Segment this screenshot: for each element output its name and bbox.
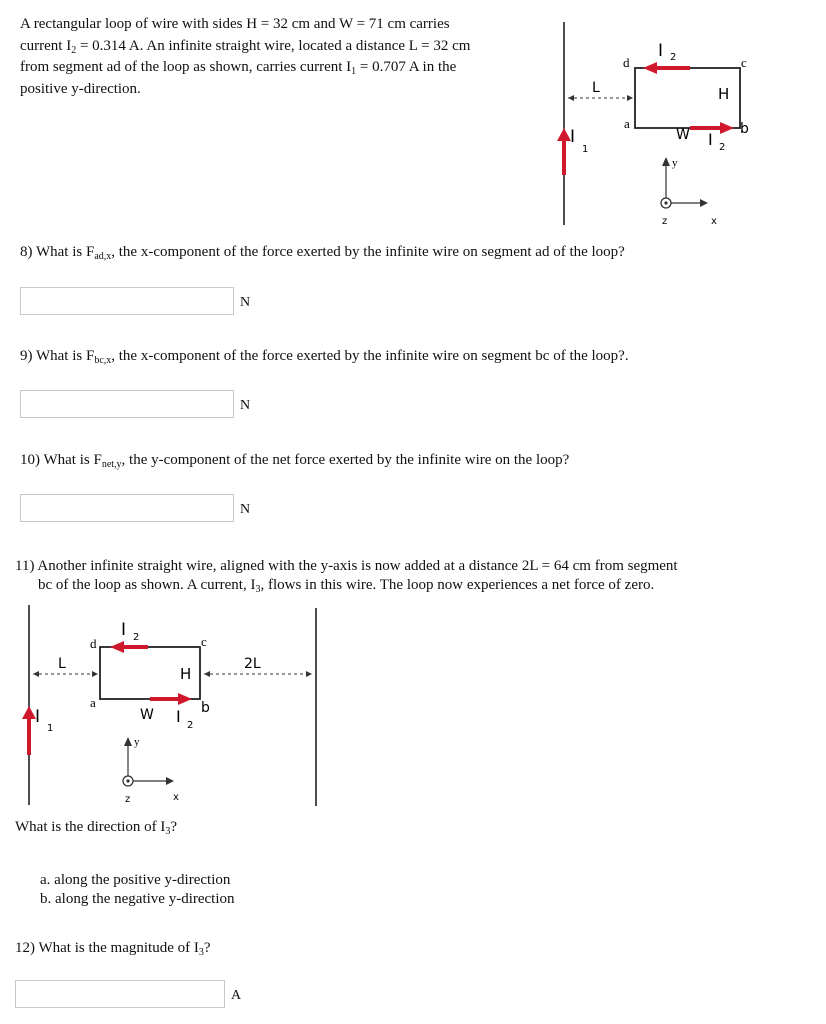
answer-input-q12[interactable]	[15, 980, 225, 1008]
distance-2L-left-head	[204, 671, 210, 677]
current-I2-bottom-arrowhead	[720, 122, 734, 134]
label-I2-top-sub-2: 2	[133, 632, 140, 643]
axis-x-label-2: x	[173, 792, 179, 803]
corner-a-2: a	[90, 695, 96, 710]
direction-question: What is the direction of $I_3$?	[15, 819, 178, 837]
label-I2-bottom: I	[708, 130, 713, 149]
question-11-line-1: 11) Another infinite straight wire, aligned with the y-axis is now added at a distance 2L = 64 cm from segment	[15, 558, 678, 574]
z-axis-dot-1	[664, 201, 667, 204]
question-8: 8) What is $F_{ad,x}$, the x-component of the force exerted by the infinite wire on segment ad of the loop?	[20, 244, 625, 262]
question-9: 9) What is $F_{bc,x}$, the x-component of the force exerted by the infinite wire on segment bc of the loop?.	[20, 348, 629, 366]
label-H: H	[718, 85, 730, 103]
problem-line-3: from segment ad of the loop as shown, carries current $I_1 = 0.707$ A in the	[20, 59, 457, 77]
distance-L-left-head-2	[33, 671, 39, 677]
loop-diagram-2	[15, 600, 335, 810]
label-I1-2: I	[35, 707, 41, 727]
loop-diagram-1	[540, 15, 790, 235]
distance-L-left-head	[568, 95, 574, 101]
label-I2-bottom-sub: 2	[719, 142, 726, 153]
y-axis-head-2	[124, 737, 132, 746]
unit-q10: N	[240, 502, 251, 517]
y-axis-head-1	[662, 157, 670, 166]
z-axis-dot-2	[126, 779, 129, 782]
corner-c-2: c	[201, 634, 207, 649]
label-I2-bottom-sub-2: 2	[187, 720, 194, 731]
distance-2L-right-head	[306, 671, 312, 677]
label-I2-top-sub: 2	[670, 52, 677, 63]
label-L-2: L	[58, 656, 66, 672]
unit-q9: N	[240, 398, 251, 413]
axis-z-label-2: z	[125, 794, 131, 805]
axis-x-label-1: x	[711, 216, 717, 227]
corner-c: c	[741, 55, 747, 70]
problem-line-1: A rectangular loop of wire with sides H = 32 cm and W = 71 cm carries	[20, 16, 450, 32]
unit-q12: A	[231, 988, 242, 1003]
question-11-line-2: bc of the loop as shown. A current, $I_3$, flows in this wire. The loop now experiences a net force of zero.	[38, 577, 655, 595]
x-axis-head-1	[700, 199, 708, 207]
question-10: 10) What is $F_{net,y}$, the y-component of the net force exerted by the infinite wire on the loop?	[20, 452, 570, 470]
label-W: W	[676, 127, 690, 143]
answer-input-q10[interactable]	[20, 494, 234, 522]
label-H-2: H	[180, 665, 192, 683]
problem-line-4: positive y-direction.	[20, 80, 141, 97]
label-I1: I	[570, 127, 576, 147]
label-I2-top-2: I	[121, 620, 127, 640]
x-axis-head-2	[166, 777, 174, 785]
current-I2-bottom-arrowhead-2	[178, 693, 192, 705]
label-I1-sub-2: 1	[47, 723, 54, 734]
option-a[interactable]: a. along the positive y-direction	[40, 872, 231, 888]
current-I2-top-arrowhead	[643, 62, 657, 74]
axis-y-label-1: y	[672, 157, 678, 169]
option-b[interactable]: b. along the negative y-direction	[40, 891, 235, 907]
label-L: L	[592, 80, 600, 96]
current-I2-top-arrowhead-2	[110, 641, 124, 653]
label-I2-top: I	[658, 41, 664, 61]
answer-input-q8[interactable]	[20, 287, 234, 315]
current-I1-arrowhead	[557, 128, 571, 141]
distance-L-right-head	[627, 95, 633, 101]
label-I2-bottom-2: I	[176, 707, 181, 726]
problem-statement	[20, 14, 540, 100]
corner-b: b	[740, 121, 749, 137]
question-11	[15, 557, 678, 595]
axis-z-label-1: z	[662, 216, 668, 227]
axis-y-label-2: y	[134, 736, 140, 748]
label-I1-sub: 1	[582, 144, 589, 155]
corner-d: d	[623, 55, 630, 70]
unit-q8: N	[240, 295, 251, 310]
corner-d-2: d	[90, 636, 97, 651]
label-W-2: W	[140, 707, 154, 723]
question-12: 12) What is the magnitude of $I_3$?	[15, 940, 211, 958]
answer-input-q9[interactable]	[20, 390, 234, 418]
problem-line-2: current $I_2 = 0.314$ A. An infinite straight wire, located a distance L = 32 cm	[20, 37, 471, 56]
current-I1-arrowhead-2	[22, 706, 36, 719]
label-2L: 2L	[244, 656, 261, 672]
corner-a: a	[624, 116, 630, 131]
distance-L-right-head-2	[92, 671, 98, 677]
corner-b-2: b	[201, 700, 210, 716]
direction-options	[40, 871, 235, 909]
